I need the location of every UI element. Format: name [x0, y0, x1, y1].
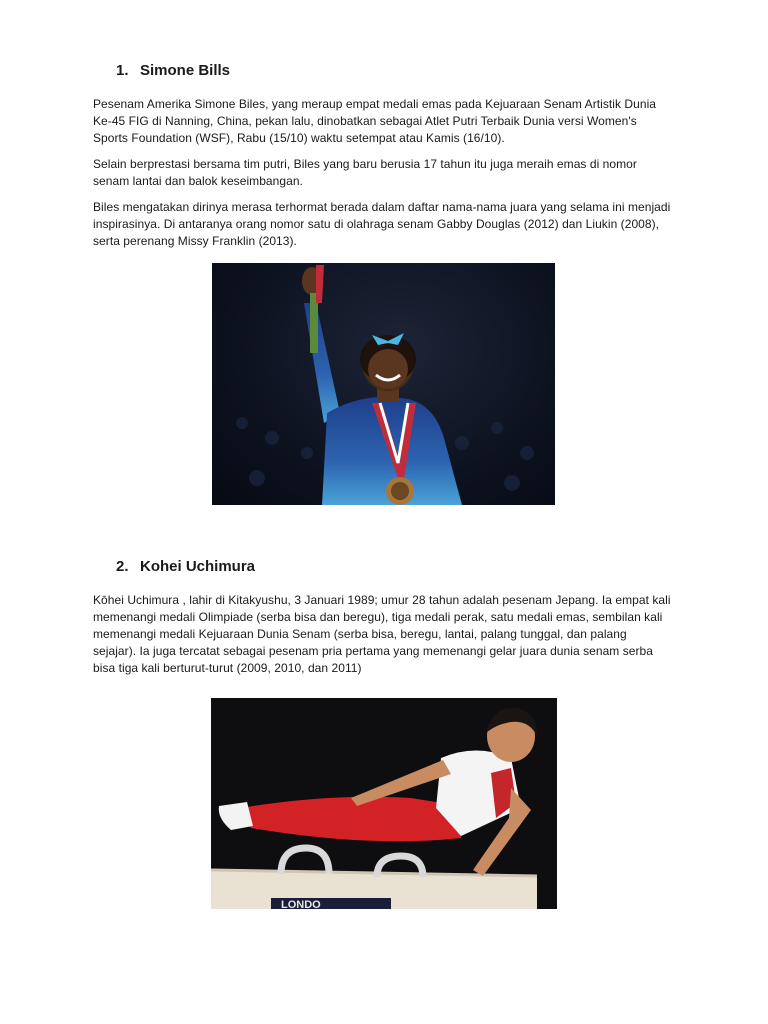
section-1-heading [116, 62, 230, 79]
simone-biles-photo [212, 263, 555, 505]
section-2-title: Kohei Uchimura [140, 558, 256, 575]
section-1-paragraph: Pesenam Amerika Simone Biles, yang meraup empat medali emas pada Kejuaraan Senam Artistik Dunia Ke-45 FIG di Nanning, China, pekan lalu, dinobatkan sebagai Atlet Putri Terbaik Dunia versi Women's Sports Foundation (WSF), Rabu (15/10) waktu setempat atau Kamis (16/10). [93, 97, 657, 145]
section-2-number: 2. [116, 558, 129, 575]
section-1-title: Simone Bills [140, 62, 231, 79]
banner-text: LONDO [281, 899, 321, 909]
kohei-uchimura-photo [211, 698, 557, 909]
simone-biles-illustration [212, 263, 555, 505]
section-1-number: 1. [116, 62, 129, 79]
section-1-paragraph: Selain berprestasi bersama tim putri, Biles yang baru berusia 17 tahun itu juga meraih emas di nomor senam lantai dan balok keseimbangan. [93, 157, 637, 188]
section-2-heading [116, 558, 255, 575]
section-1-paragraph: Biles mengatakan dirinya merasa terhormat berada dalam daftar nama-nama juara yang selama ini menjadi inspirasinya. Di antaranya orang nomor satu di olahraga senam Gabby Douglas (2012) dan Liukin (2008), serta perenang Missy Franklin (2013). [93, 200, 671, 248]
section-1-body [93, 96, 673, 259]
section-2-body [93, 592, 673, 686]
section-2-paragraph: Kōhei Uchimura , lahir di Kitakyushu, 3 Januari 1989; umur 28 tahun adalah pesenam Jepang. Ia empat kali memenangi medali Olimpiade (serba bisa dan beregu), tiga medali perak, satu medali emas, sembilan kali memenangi medali Kejuaraan Dunia Senam (serba bisa, beregu, lantai, palang tunggal, dan palang sejajar). Ia juga tercatat sebagai pesenam pria pertama yang memenangi gelar juara dunia senam serba bisa tiga kali berturut-turut (2009, 2010, dan 2011) [93, 593, 671, 675]
kohei-uchimura-illustration [211, 698, 557, 909]
